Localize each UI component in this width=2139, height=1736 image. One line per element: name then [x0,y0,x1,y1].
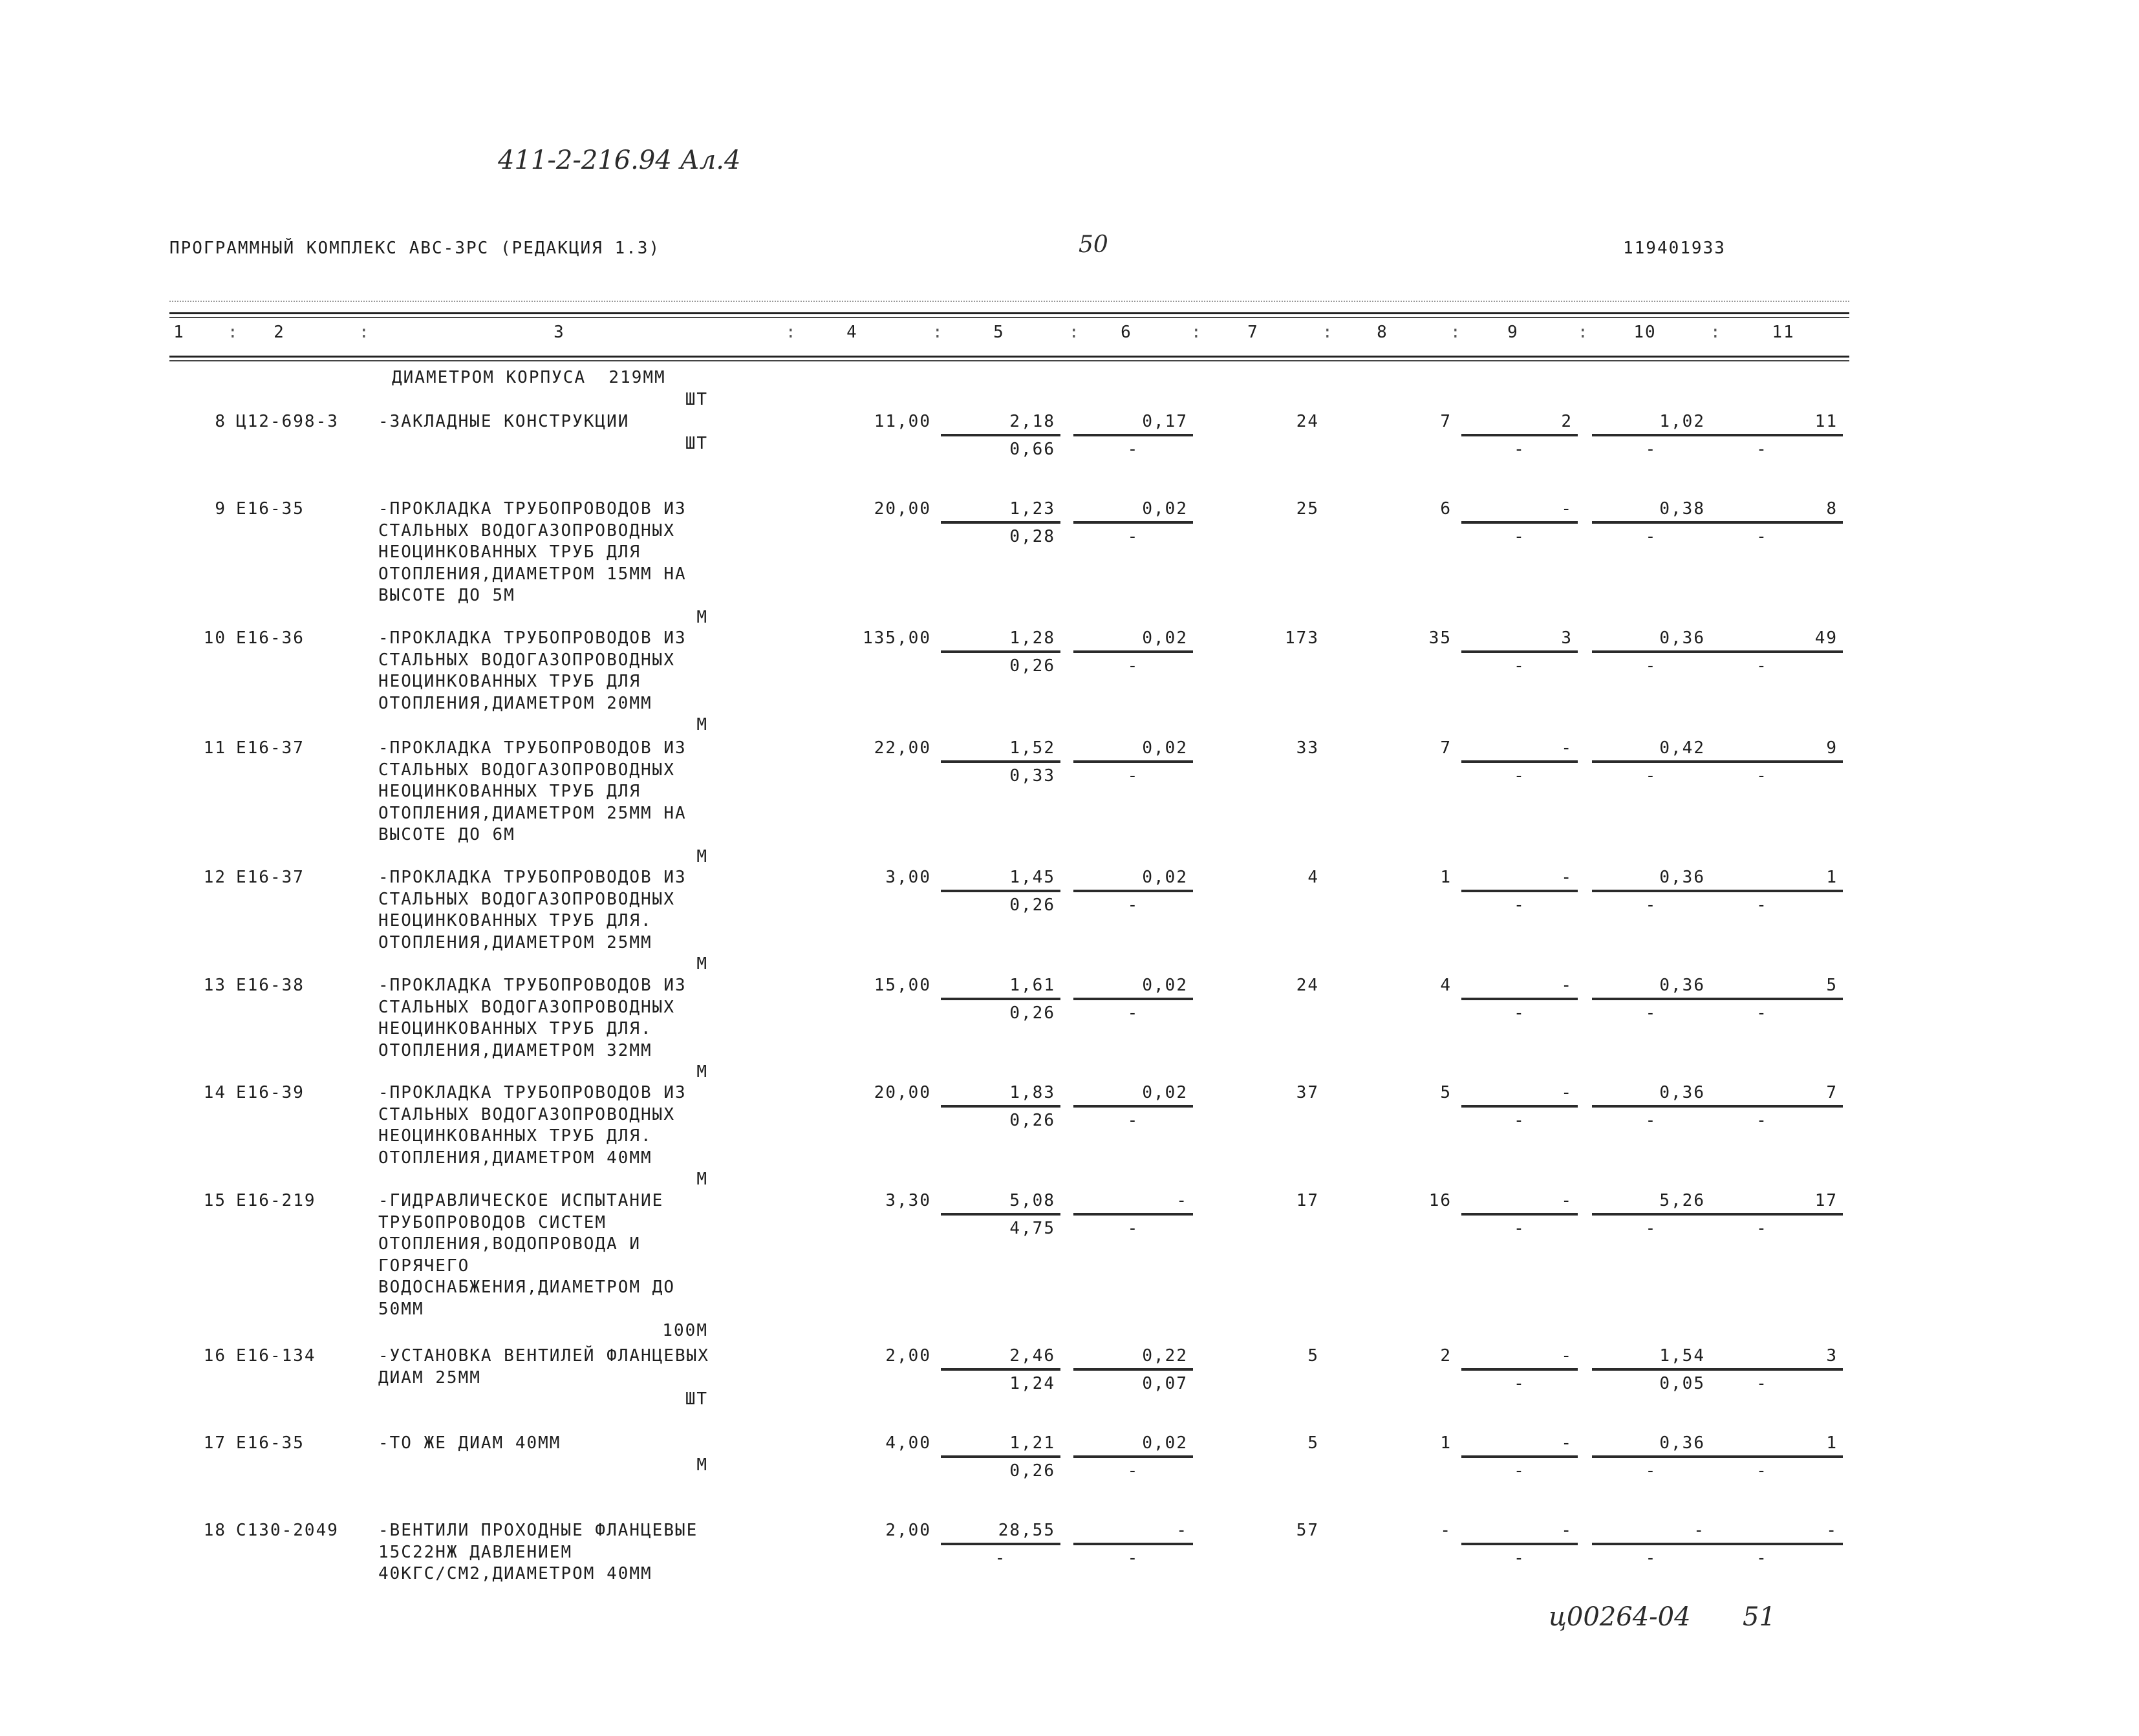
c5-top-value: 5,08 [1009,1191,1055,1210]
row-code: С130-2049 [236,1521,339,1540]
column-separator: : [359,323,371,342]
c6-top-value: 0,02 [1142,868,1188,887]
c10-top-value: 5,26 [1659,1191,1705,1210]
row-number: 15 [203,1191,226,1210]
col8-value: 1 [1440,1433,1452,1453]
c9-bottom-value: - [1514,1110,1525,1130]
row-number: 14 [203,1083,226,1102]
c9-top-value: 3 [1561,628,1573,648]
row-description-line: 15С22НЖ ДАВЛЕНИЕМ [378,1542,573,1562]
col7-value: 24 [1296,976,1319,995]
row-description-line: ОТОПЛЕНИЯ,ВОДОПРОВОДА И [378,1234,641,1254]
c5-fraction-bar [941,998,1060,1000]
c11-fraction-bar [1681,890,1843,892]
col8-value: 7 [1440,412,1452,431]
row-description-line: -ПРОКЛАДКА ТРУБОПРОВОДОВ ИЗ [378,868,687,887]
c10-bottom-value: - [1645,1548,1657,1568]
row-code: Е16-134 [236,1346,316,1366]
c5-bottom-value: 0,26 [1009,1461,1055,1481]
header-bottom-rule [169,356,1849,358]
row-description-line: -ВЕНТИЛИ ПРОХОДНЫЕ ФЛАНЦЕВЫЕ [378,1521,698,1540]
c6-top-value: 0,02 [1142,738,1188,758]
col7-value: 33 [1296,738,1319,758]
c9-fraction-bar [1461,998,1578,1000]
row-unit: М [696,1455,708,1475]
c9-bottom-value: - [1514,1461,1525,1481]
col7-value: 5 [1307,1433,1319,1453]
c10-top-value: 0,42 [1659,738,1705,758]
row-description-line: 50ММ [378,1299,424,1319]
c10-bottom-value: 0,05 [1659,1373,1705,1393]
c5-fraction-bar [941,521,1060,524]
c9-top-value: - [1561,1433,1573,1453]
row-description-line: СТАЛЬНЫХ ВОДОГАЗОПРОВОДНЫХ [378,997,675,1017]
c6-fraction-bar [1073,434,1193,436]
c9-top-value: - [1561,1521,1573,1540]
c11-bottom-value: - [1756,1218,1768,1238]
c10-top-value: - [1693,1521,1705,1540]
c11-bottom-value: - [1756,1461,1768,1481]
row-description-line: -ТО ЖЕ ДИАМ 40ММ [378,1433,561,1453]
c10-bottom-value: - [1645,766,1657,786]
carry-over-description: ДИАМЕТРОМ КОРПУСА 219ММ [392,368,666,387]
row-unit: ШТ [685,433,708,453]
c5-bottom-value: - [994,1548,1007,1568]
row-unit: ШТ [685,1389,708,1409]
c9-top-value: 2 [1561,412,1573,431]
row-description-line: ОТОПЛЕНИЯ,ДИАМЕТРОМ 25ММ НА [378,803,687,823]
c5-top-value: 2,18 [1009,412,1055,431]
c9-top-value: - [1561,499,1573,519]
document-id: 119401933 [1623,239,1726,258]
col7-value: 24 [1296,412,1319,431]
c9-bottom-value: - [1514,1218,1525,1238]
c9-fraction-bar [1461,521,1578,524]
row-code: Е16-35 [236,1433,305,1453]
column-separator: : [1322,323,1334,342]
row-description-line: НЕОЦИНКОВАННЫХ ТРУБ ДЛЯ [378,782,641,801]
header-top-rule-2 [169,317,1849,318]
c5-fraction-bar [941,760,1060,763]
col7-value: 17 [1296,1191,1319,1210]
c9-fraction-bar [1461,1455,1578,1458]
row-unit: М [696,954,708,974]
c11-top-value: 17 [1814,1191,1838,1210]
c9-fraction-bar [1461,890,1578,892]
row-number: 18 [203,1521,226,1540]
c6-bottom-value: - [1127,1548,1139,1568]
col8-value: 16 [1428,1191,1452,1210]
c9-bottom-value: - [1514,1548,1525,1568]
column-header-10: 10 [1633,323,1657,342]
c11-top-value: - [1826,1521,1838,1540]
c5-bottom-value: 0,26 [1009,1003,1055,1023]
row-description-line: ОТОПЛЕНИЯ,ДИАМЕТРОМ 20ММ [378,693,652,713]
col8-value: 2 [1440,1346,1452,1366]
c9-fraction-bar [1461,1213,1578,1216]
c5-fraction-bar [941,1368,1060,1371]
c11-bottom-value: - [1756,895,1768,915]
c11-bottom-value: - [1756,1110,1768,1130]
c10-top-value: 1,54 [1659,1346,1705,1366]
c5-bottom-value: 4,75 [1009,1218,1055,1238]
c9-top-value: - [1561,976,1573,995]
c10-bottom-value: - [1645,439,1657,459]
header-bottom-rule-2 [169,360,1849,361]
c5-top-value: 1,52 [1009,738,1055,758]
c11-top-value: 8 [1826,499,1838,519]
c10-top-value: 0,36 [1659,628,1705,648]
c11-fraction-bar [1681,521,1843,524]
c9-bottom-value: - [1514,1003,1525,1023]
c11-top-value: 11 [1814,412,1838,431]
c9-fraction-bar [1461,434,1578,436]
c5-fraction-bar [941,434,1060,436]
c5-bottom-value: 0,66 [1009,439,1055,459]
c11-bottom-value: - [1756,1548,1768,1568]
column-header-2: 2 [274,323,285,342]
column-separator: : [1450,323,1462,342]
c5-top-value: 28,55 [998,1521,1055,1540]
column-header-4: 4 [846,323,858,342]
page-number: 50 [1079,231,1108,258]
row-quantity: 2,00 [885,1346,931,1366]
c11-fraction-bar [1681,1213,1843,1216]
c10-top-value: 0,36 [1659,1083,1705,1102]
c6-fraction-bar [1073,650,1193,653]
c11-bottom-value: - [1756,766,1768,786]
row-description-line: НЕОЦИНКОВАННЫХ ТРУБ ДЛЯ [378,672,641,691]
row-quantity: 3,30 [885,1191,931,1210]
c6-fraction-bar [1073,1455,1193,1458]
row-unit: М [696,1170,708,1189]
dotted-top-rule [169,301,1849,302]
row-code: Е16-39 [236,1083,305,1102]
row-description-line: ОТОПЛЕНИЯ,ДИАМЕТРОМ 25ММ [378,932,652,952]
c5-top-value: 1,45 [1009,868,1055,887]
c6-bottom-value: - [1127,439,1139,459]
column-separator: : [1069,323,1080,342]
c5-bottom-value: 0,26 [1009,1110,1055,1130]
row-quantity: 15,00 [874,976,931,995]
c11-fraction-bar [1681,1455,1843,1458]
row-description-line: НЕОЦИНКОВАННЫХ ТРУБ ДЛЯ. [378,1019,652,1038]
c10-bottom-value: - [1645,1461,1657,1481]
column-header-1: 1 [173,323,185,342]
c5-fraction-bar [941,650,1060,653]
c6-top-value: 0,02 [1142,1433,1188,1453]
c5-top-value: 1,21 [1009,1433,1055,1453]
row-description-line: ГОРЯЧЕГО [378,1256,470,1276]
column-separator: : [1710,323,1722,342]
c6-fraction-bar [1073,890,1193,892]
column-header-7: 7 [1247,323,1259,342]
row-code: Е16-37 [236,868,305,887]
row-description-line: ВЫСОТЕ ДО 5М [378,586,515,605]
row-quantity: 2,00 [885,1521,931,1540]
row-code: Е16-36 [236,628,305,648]
c9-bottom-value: - [1514,1373,1525,1393]
c6-bottom-value: - [1127,1003,1139,1023]
c9-fraction-bar [1461,1543,1578,1545]
row-number: 16 [203,1346,226,1366]
row-unit: М [696,607,708,627]
c11-bottom-value: - [1756,656,1768,676]
c9-fraction-bar [1461,1368,1578,1371]
column-header-3: 3 [554,323,565,342]
c10-top-value: 0,36 [1659,1433,1705,1453]
c11-bottom-value: - [1756,439,1768,459]
c11-fraction-bar [1681,650,1843,653]
c10-bottom-value: - [1645,1110,1657,1130]
c10-bottom-value: - [1645,526,1657,546]
c11-fraction-bar [1681,434,1843,436]
c6-bottom-value: - [1127,656,1139,676]
c10-top-value: 0,38 [1659,499,1705,519]
row-description-line: 40КГС/СМ2,ДИАМЕТРОМ 40ММ [378,1564,652,1583]
c6-bottom-value: - [1127,766,1139,786]
row-number: 11 [203,738,226,758]
row-description-line: НЕОЦИНКОВАННЫХ ТРУБ ДЛЯ. [378,1126,652,1146]
row-unit: М [696,1062,708,1082]
row-description-line: -ПРОКЛАДКА ТРУБОПРОВОДОВ ИЗ [378,976,687,995]
c5-top-value: 1,61 [1009,976,1055,995]
column-header-11: 11 [1772,323,1795,342]
c6-top-value: - [1176,1521,1188,1540]
row-number: 9 [215,499,226,519]
row-number: 17 [203,1433,226,1453]
c5-fraction-bar [941,1543,1060,1545]
c5-fraction-bar [941,1105,1060,1108]
c9-bottom-value: - [1514,526,1525,546]
row-quantity: 20,00 [874,499,931,519]
col7-value: 37 [1296,1083,1319,1102]
c5-bottom-value: 1,24 [1009,1373,1055,1393]
row-description-line: -ПРОКЛАДКА ТРУБОПРОВОДОВ ИЗ [378,499,687,519]
program-title: ПРОГРАММНЫЙ КОМПЛЕКС АВС-3РС (РЕДАКЦИЯ 1.3) [169,239,661,258]
row-quantity: 22,00 [874,738,931,758]
row-quantity: 20,00 [874,1083,931,1102]
c11-fraction-bar [1681,1543,1843,1545]
c5-fraction-bar [941,1455,1060,1458]
col8-value: 35 [1428,628,1452,648]
c9-bottom-value: - [1514,895,1525,915]
row-number: 10 [203,628,226,648]
c11-bottom-value: - [1756,1003,1768,1023]
header-top-rule [169,312,1849,314]
c10-bottom-value: - [1645,1003,1657,1023]
row-code: Е16-35 [236,499,305,519]
row-description-line: ОТОПЛЕНИЯ,ДИАМЕТРОМ 32ММ [378,1040,652,1060]
c6-bottom-value: - [1127,1218,1139,1238]
row-description-line: -ЗАКЛАДНЫЕ КОНСТРУКЦИИ [378,412,630,431]
column-separator: : [932,323,944,342]
c9-top-value: - [1561,1083,1573,1102]
row-unit: М [696,846,708,866]
column-separator: : [228,323,239,342]
c9-fraction-bar [1461,650,1578,653]
c6-fraction-bar [1073,1543,1193,1545]
row-description-line: СТАЛЬНЫХ ВОДОГАЗОПРОВОДНЫХ [378,520,675,541]
c6-top-value: - [1176,1191,1188,1210]
c11-top-value: 1 [1826,868,1838,887]
row-description-line: СТАЛЬНЫХ ВОДОГАЗОПРОВОДНЫХ [378,760,675,780]
row-description-line: -ГИДРАВЛИЧЕСКОЕ ИСПЫТАНИЕ [378,1191,664,1210]
col7-value: 25 [1296,499,1319,519]
col7-value: 57 [1296,1521,1319,1540]
row-description-line: ТРУБОПРОВОДОВ СИСТЕМ [378,1212,607,1232]
row-description-line: СТАЛЬНЫХ ВОДОГАЗОПРОВОДНЫХ [378,889,675,909]
row-quantity: 135,00 [863,628,931,648]
c6-bottom-value: - [1127,895,1139,915]
row-description-line: -ПРОКЛАДКА ТРУБОПРОВОДОВ ИЗ [378,738,687,758]
c5-bottom-value: 0,28 [1009,526,1055,546]
row-unit: М [696,715,708,734]
c11-bottom-value: - [1756,1373,1768,1393]
row-number: 12 [203,868,226,887]
c5-bottom-value: 0,26 [1009,895,1055,915]
row-description-line: НЕОЦИНКОВАННЫХ ТРУБ ДЛЯ. [378,911,652,930]
column-separator: : [1191,323,1203,342]
row-code: Ц12-698-3 [236,412,339,431]
c11-top-value: 3 [1826,1346,1838,1366]
col8-value: 6 [1440,499,1452,519]
row-description-line: ДИАМ 25ММ [378,1367,481,1388]
c6-bottom-value: - [1127,1110,1139,1130]
c5-bottom-value: 0,33 [1009,766,1055,786]
carry-over-unit: ШТ [685,390,708,409]
column-header-5: 5 [993,323,1005,342]
c6-bottom-value: 0,07 [1142,1373,1188,1393]
c6-bottom-value: - [1127,526,1139,546]
c11-bottom-value: - [1756,526,1768,546]
c11-top-value: 9 [1826,738,1838,758]
col8-value: 1 [1440,868,1452,887]
c6-top-value: 0,02 [1142,499,1188,519]
row-quantity: 3,00 [885,868,931,887]
c5-top-value: 1,83 [1009,1083,1055,1102]
c9-bottom-value: - [1514,766,1525,786]
col7-value: 4 [1307,868,1319,887]
handwritten-doc-code: 411-2-216.94 Ал.4 [498,145,741,175]
c10-bottom-value: - [1645,895,1657,915]
c6-bottom-value: - [1127,1461,1139,1481]
c11-fraction-bar [1681,998,1843,1000]
c6-fraction-bar [1073,760,1193,763]
row-description-line: ВЫСОТЕ ДО 6М [378,825,515,844]
handwritten-sheet-number: 51 [1743,1602,1776,1632]
c11-fraction-bar [1681,1105,1843,1108]
c6-top-value: 0,17 [1142,412,1188,431]
row-description-line: ВОДОСНАБЖЕНИЯ,ДИАМЕТРОМ ДО [378,1278,675,1297]
c6-fraction-bar [1073,521,1193,524]
c9-top-value: - [1561,868,1573,887]
row-description-line: ОТОПЛЕНИЯ,ДИАМЕТРОМ 40ММ [378,1148,652,1168]
c5-fraction-bar [941,890,1060,892]
c6-top-value: 0,02 [1142,1083,1188,1102]
row-code: Е16-38 [236,976,305,995]
c9-bottom-value: - [1514,656,1525,676]
c5-bottom-value: 0,26 [1009,656,1055,676]
c9-fraction-bar [1461,760,1578,763]
col7-value: 5 [1307,1346,1319,1366]
c10-top-value: 1,02 [1659,412,1705,431]
c11-fraction-bar [1681,760,1843,763]
column-separator: : [786,323,797,342]
row-description-line: СТАЛЬНЫХ ВОДОГАЗОПРОВОДНЫХ [378,1104,675,1124]
col8-value: 7 [1440,738,1452,758]
c5-top-value: 1,23 [1009,499,1055,519]
c9-top-value: - [1561,738,1573,758]
c10-bottom-value: - [1645,1218,1657,1238]
col8-value: 5 [1440,1083,1452,1102]
c5-fraction-bar [941,1213,1060,1216]
c11-fraction-bar [1681,1368,1843,1371]
row-description-line: НЕОЦИНКОВАННЫХ ТРУБ ДЛЯ [378,542,641,562]
handwritten-reference: ц00264-04 [1549,1602,1691,1632]
col8-value: 4 [1440,976,1452,995]
c10-top-value: 0,36 [1659,868,1705,887]
c6-fraction-bar [1073,998,1193,1000]
row-description-line: ОТОПЛЕНИЯ,ДИАМЕТРОМ 15ММ НА [378,564,687,584]
row-description-line: -УСТАНОВКА ВЕНТИЛЕЙ ФЛАНЦЕВЫХ [378,1346,709,1366]
c6-top-value: 0,22 [1142,1346,1188,1366]
c11-top-value: 7 [1826,1083,1838,1102]
row-quantity: 11,00 [874,412,931,431]
c5-top-value: 1,28 [1009,628,1055,648]
c5-top-value: 2,46 [1009,1346,1055,1366]
c6-fraction-bar [1073,1105,1193,1108]
column-header-6: 6 [1121,323,1132,342]
column-separator: : [1578,323,1589,342]
c6-top-value: 0,02 [1142,628,1188,648]
c9-top-value: - [1561,1346,1573,1366]
column-header-9: 9 [1507,323,1519,342]
row-code: Е16-37 [236,738,305,758]
col8-value: - [1440,1521,1452,1540]
c9-top-value: - [1561,1191,1573,1210]
c6-fraction-bar [1073,1213,1193,1216]
col7-value: 173 [1285,628,1319,648]
row-number: 13 [203,976,226,995]
column-header-8: 8 [1377,323,1388,342]
c6-top-value: 0,02 [1142,976,1188,995]
c10-bottom-value: - [1645,656,1657,676]
row-description-line: -ПРОКЛАДКА ТРУБОПРОВОДОВ ИЗ [378,628,687,648]
c11-top-value: 5 [1826,976,1838,995]
row-description-line: СТАЛЬНЫХ ВОДОГАЗОПРОВОДНЫХ [378,650,675,670]
row-code: Е16-219 [236,1191,316,1210]
c6-fraction-bar [1073,1368,1193,1371]
row-description-line: -ПРОКЛАДКА ТРУБОПРОВОДОВ ИЗ [378,1083,687,1102]
row-quantity: 4,00 [885,1433,931,1453]
row-number: 8 [215,412,226,431]
c9-bottom-value: - [1514,439,1525,459]
c11-top-value: 49 [1814,628,1838,648]
c9-fraction-bar [1461,1105,1578,1108]
row-unit: 100М [662,1321,708,1340]
c10-top-value: 0,36 [1659,976,1705,995]
c11-top-value: 1 [1826,1433,1838,1453]
